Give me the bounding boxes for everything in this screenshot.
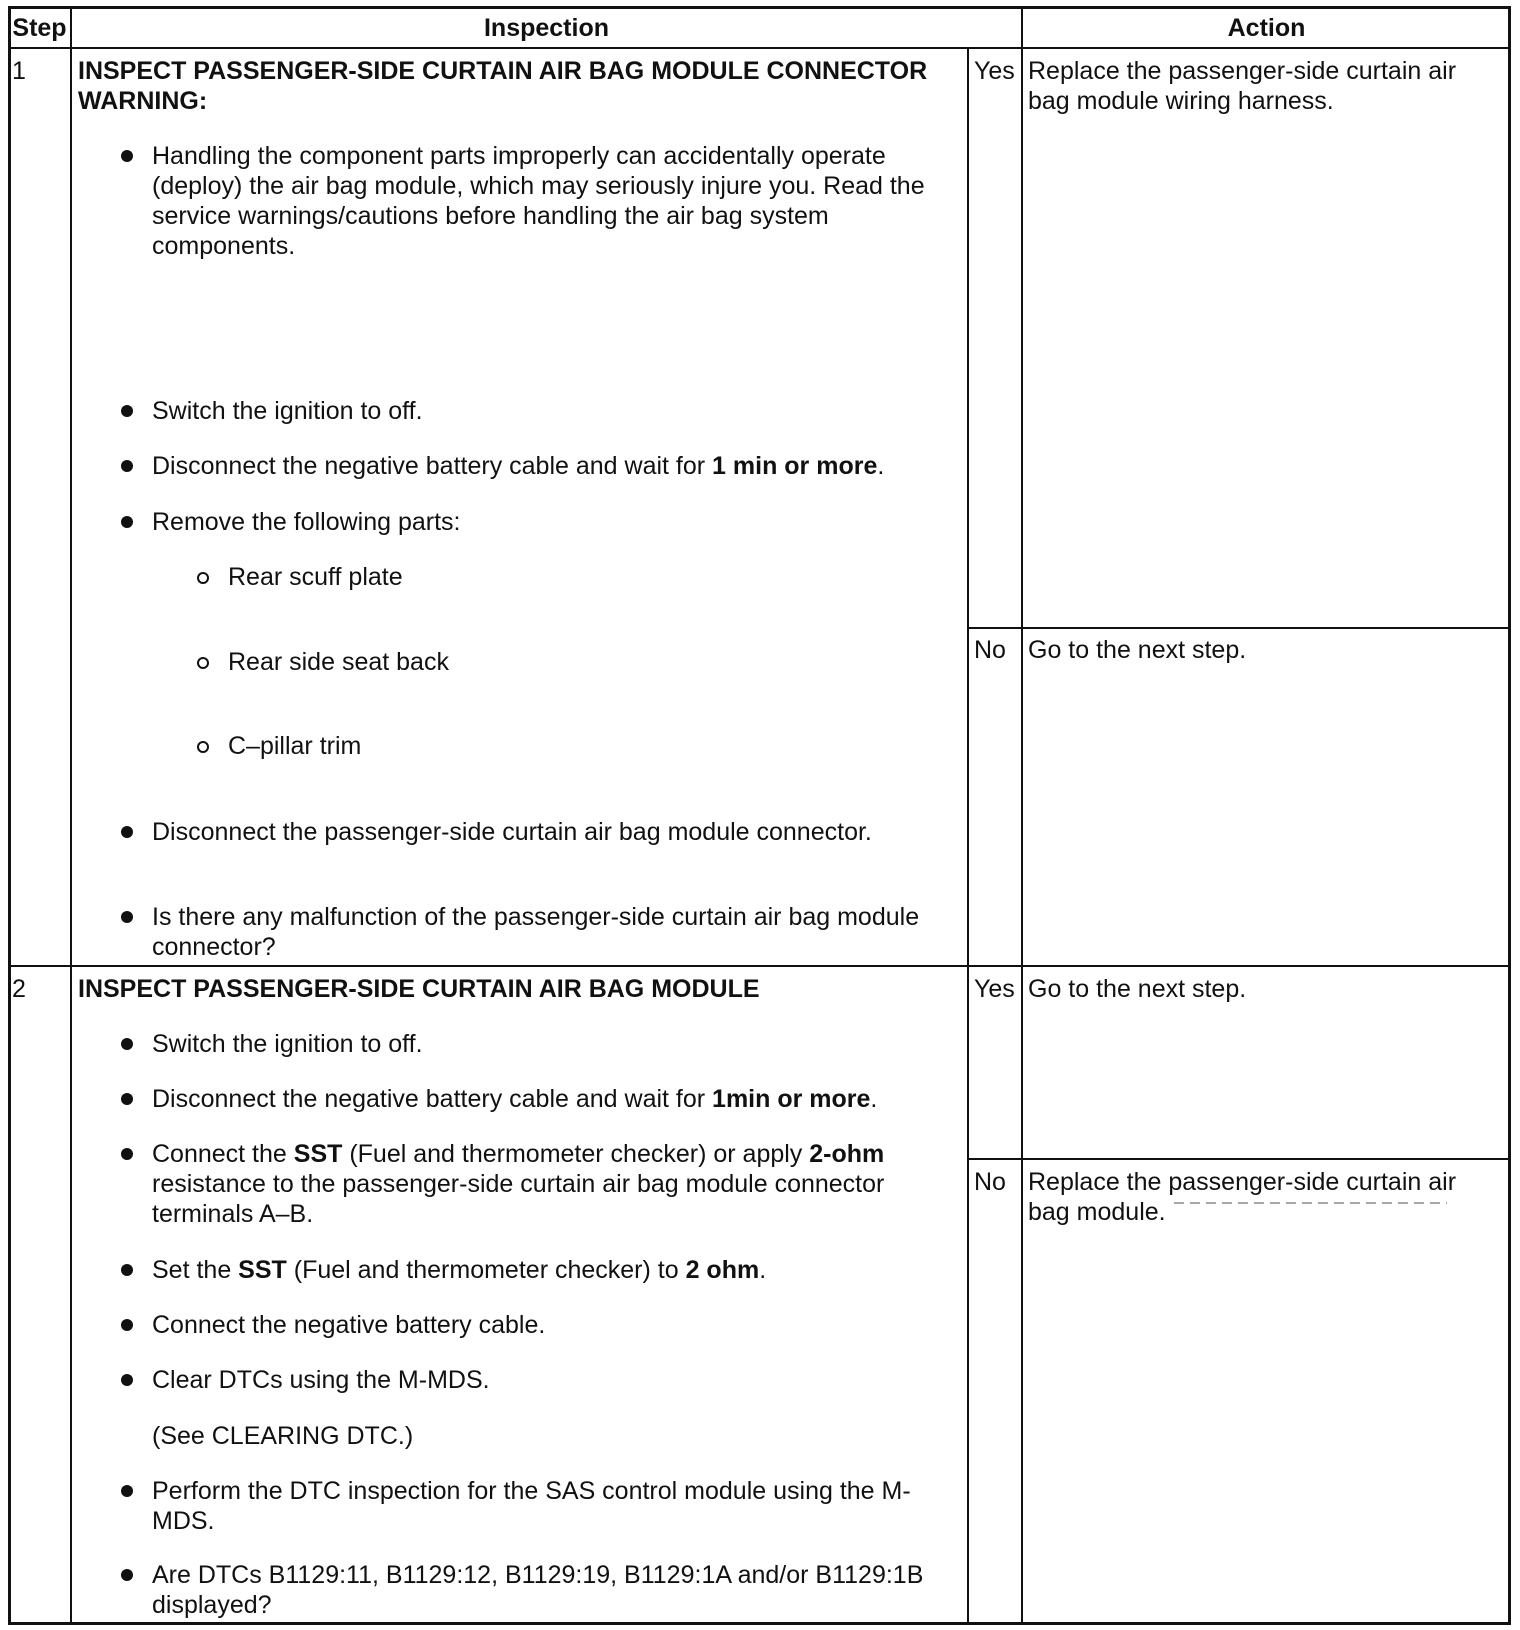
bullet-text: Switch the ignition to off.: [152, 1030, 423, 1058]
sub-bullet-text: Rear scuff plate: [228, 563, 403, 591]
step-title: INSPECT PASSENGER-SIDE CURTAIN AIR BAG MODULE CONNECTOR: [78, 57, 928, 85]
bullet-icon: [121, 1569, 133, 1581]
bullet-icon: [121, 516, 133, 528]
bullet-icon: [121, 1485, 133, 1497]
inspection-bullet: [120, 451, 952, 481]
hollow-bullet-icon: [197, 741, 209, 753]
sub-bullet: [196, 647, 449, 677]
no-label: No: [974, 1168, 1006, 1196]
step-number: 2: [12, 975, 26, 1003]
emphasis-text: 2 ohm: [685, 1256, 760, 1284]
header-divider: [8, 47, 1511, 49]
bullet-icon: [121, 1093, 133, 1105]
inspection-bullet: [120, 1476, 952, 1536]
sub-bullet-text: C–pillar trim: [228, 732, 362, 760]
header-inspection: Inspection: [483, 14, 609, 42]
bullet-text: Disconnect the negative battery cable and wait for: [152, 452, 713, 480]
emphasis-text: 1 min or more: [712, 452, 878, 480]
header-action: Action: [1227, 14, 1306, 42]
step-title: INSPECT PASSENGER-SIDE CURTAIN AIR BAG MODULE: [78, 975, 760, 1003]
emphasis-text: SST: [293, 1140, 343, 1168]
bullet-icon: [121, 150, 133, 162]
bullet-text: Are DTCs B1129:11, B1129:12, B1129:19, B1129:1A and/or B1129:1B displayed?: [152, 1561, 924, 1619]
no-action: Replace the passenger-side curtain air bag module.: [1028, 1168, 1457, 1226]
bullet-text: Handling the component parts improperly can accidentally operate (deploy) the air bag module, which may seriously injure you. Read the service warnings/cautions before handling the air bag system components.: [152, 142, 925, 260]
bullet-icon: [121, 1319, 133, 1331]
bullet-text-end: resistance to the passenger-side curtain air bag module connector terminals A–B.: [152, 1170, 885, 1228]
inspection-bullet: [120, 1255, 952, 1285]
yes-action: Replace the passenger-side curtain air bag module wiring harness.: [1028, 57, 1457, 115]
bullet-text: Disconnect the passenger-side curtain air bag module connector.: [152, 818, 872, 846]
bullet-icon: [121, 1374, 133, 1386]
yes-label: Yes: [974, 975, 1015, 1003]
bullet-icon: [121, 911, 133, 923]
inspection-bullet: [120, 1029, 952, 1059]
hollow-bullet-icon: [197, 572, 209, 584]
inspection-question: [120, 902, 952, 962]
hollow-bullet-icon: [197, 657, 209, 669]
bullet-text-end: .: [877, 452, 885, 480]
result-column-divider: [967, 48, 969, 1625]
step-column-divider: [70, 6, 72, 1625]
inspection-bullet: [120, 507, 952, 537]
see-reference-note: (See CLEARING DTC.): [152, 1422, 414, 1450]
bullet-text: Clear DTCs using the M-MDS.: [152, 1366, 490, 1394]
bullet-text: Connect the negative battery cable.: [152, 1311, 546, 1339]
bullet-text: Switch the ignition to off.: [152, 397, 423, 425]
bullet-text-end: .: [870, 1085, 878, 1113]
bullet-icon: [121, 1264, 133, 1276]
emphasis-text: SST: [238, 1256, 287, 1284]
sub-bullet-text: Rear side seat back: [228, 648, 449, 676]
yes-label: Yes: [974, 57, 1015, 85]
bullet-icon: [121, 826, 133, 838]
inspection-bullet: [120, 1365, 952, 1395]
step-2-outcome-divider: [968, 1158, 1511, 1160]
no-action: Go to the next step.: [1028, 636, 1247, 664]
bullet-icon: [121, 405, 133, 417]
sub-bullet: [196, 562, 403, 592]
header-step: Step: [12, 14, 67, 42]
emphasis-text: 1min or more: [712, 1085, 871, 1113]
bullet-text: Set the: [152, 1256, 239, 1284]
emphasis-text: 2-ohm: [809, 1140, 885, 1168]
bullet-text: (Fuel and thermometer checker) or apply: [342, 1140, 810, 1168]
inspection-question: [120, 1560, 952, 1620]
step-number: 1: [12, 57, 26, 85]
bullet-text: Remove the following parts:: [152, 508, 461, 536]
step-1-outcome-divider: [968, 627, 1511, 629]
inspection-bullet: [120, 1084, 952, 1114]
bullet-text-end: .: [759, 1256, 767, 1284]
bullet-text: Connect the: [152, 1140, 294, 1168]
bullet-text: (Fuel and thermometer checker) to: [286, 1256, 686, 1284]
warning-label: WARNING:: [78, 87, 208, 115]
bullet-icon: [121, 1148, 133, 1160]
inspection-bullet: [120, 1310, 952, 1340]
bullet-text: Is there any malfunction of the passenger-side curtain air bag module connector?: [152, 903, 920, 961]
bullet-icon: [121, 460, 133, 472]
action-column-divider: [1021, 6, 1023, 1625]
bullet-text: Disconnect the negative battery cable and wait for: [152, 1085, 713, 1113]
clipped-link-text-artifact: [1174, 1202, 1447, 1204]
yes-action: Go to the next step.: [1028, 975, 1247, 1003]
inspection-bullet: [120, 396, 952, 426]
inspection-bullet: [120, 817, 952, 847]
bullet-icon: [121, 1038, 133, 1050]
sub-bullet: [196, 731, 361, 761]
row-divider: [8, 965, 1511, 967]
no-label: No: [974, 636, 1006, 664]
inspection-bullet: [120, 1139, 952, 1229]
bullet-text: Perform the DTC inspection for the SAS control module using the M-MDS.: [152, 1477, 911, 1535]
inspection-bullet: [120, 141, 952, 261]
